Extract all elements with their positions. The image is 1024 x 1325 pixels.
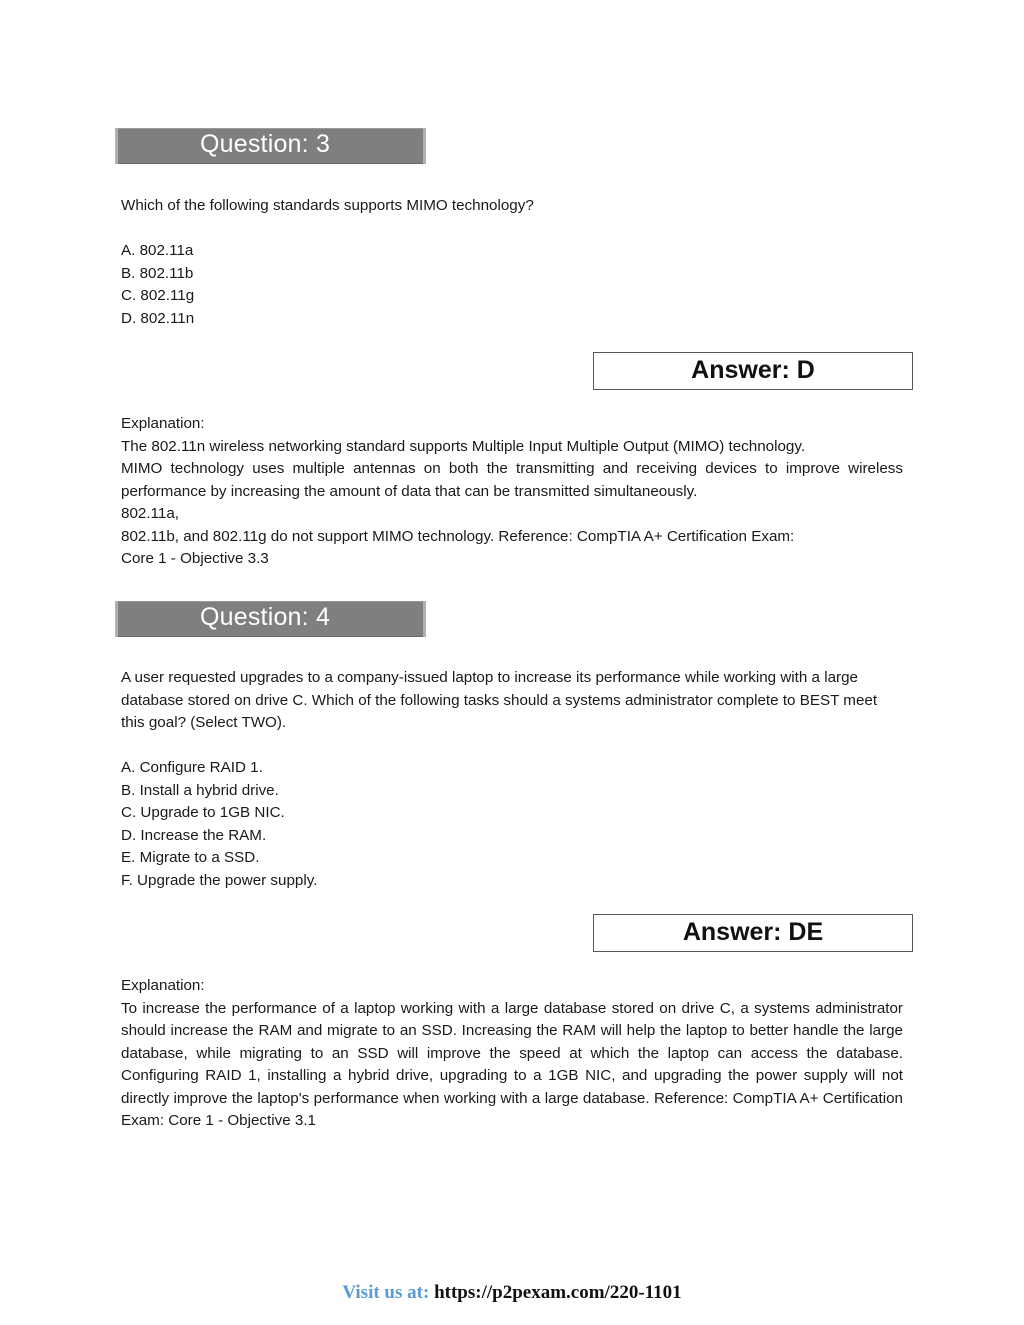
- explanation-body: To increase the performance of a laptop working with a large database stored on drive C, a systems administrator should increase the RAM and migrate to an SSD. Increasing the RAM will help the laptop to better handle the large database, while migrating to an SSD will improve the speed at which the laptop can access the database. Configuring RAID 1, installing a hybrid drive, upgrading to a 1GB NIC, and upgrading the power supply will not directly improve the laptop's performance when working with a large database. Reference: CompTIA A+ Certification Exam: Core 1 - Objective 3.1: [121, 999, 903, 1129]
- question-3-title: Question: 3: [200, 130, 331, 158]
- question-4-explanation: [121, 975, 903, 1133]
- question-3-header: [115, 128, 426, 164]
- explanation-line: 802.11b, and 802.11g do not support MIMO technology. Reference: CompTIA A+ Certification Exam:: [121, 527, 795, 545]
- option-f: F. Upgrade the power supply.: [121, 871, 318, 889]
- footer-label: Visit us at:: [342, 1282, 430, 1303]
- option-b: B. 802.11b: [121, 264, 194, 282]
- option-c: C. 802.11g: [121, 287, 195, 304]
- option-a: A. Configure RAID 1.: [121, 759, 263, 776]
- question-3-explanation: [121, 413, 903, 571]
- explanation-line: Core 1 - Objective 3.3: [121, 550, 269, 567]
- explanation-line: The 802.11n wireless networking standard supports Multiple Input Multiple Output (MIMO) technology.: [121, 437, 806, 455]
- option-d: D. Increase the RAM.: [121, 826, 267, 844]
- question-3-options: [121, 240, 903, 330]
- question-4-prompt: A user requested upgrades to a company-issued laptop to increase its performance while working with a large database stored on drive C. Which of the following tasks should a systems administrator complete to BEST meet this goal? (Select TWO).: [121, 669, 878, 731]
- option-b: B. Install a hybrid drive.: [121, 781, 279, 799]
- explanation-label: Explanation:: [121, 415, 205, 432]
- page-footer: [0, 1282, 1024, 1304]
- question-3-text: [121, 195, 903, 218]
- footer-url-link[interactable]: https://p2pexam.com/220-1101: [434, 1282, 682, 1303]
- option-e: E. Migrate to a SSD.: [121, 849, 260, 866]
- question-4-title: Question: 4: [200, 603, 331, 631]
- question-4-answer-box: [593, 914, 913, 952]
- option-a: A. 802.11a: [121, 242, 194, 259]
- question-4-options: [121, 757, 903, 892]
- question-4-text: [121, 667, 903, 735]
- question-4-answer: Answer: DE: [682, 918, 824, 946]
- question-4-header: [115, 601, 426, 637]
- option-c: C. Upgrade to 1GB NIC.: [121, 804, 285, 821]
- question-3-prompt: Which of the following standards supports MIMO technology?: [121, 197, 534, 214]
- question-3-answer-box: [593, 352, 913, 390]
- explanation-line: 802.11a,: [121, 505, 179, 522]
- explanation-label: Explanation:: [121, 977, 205, 994]
- question-3-answer: Answer: D: [691, 356, 815, 384]
- explanation-line: MIMO technology uses multiple antennas on both the transmitting and receiving devices to improve wireless performance by increasing the amount of data that can be transmitted simultaneously.: [121, 460, 903, 500]
- option-d: D. 802.11n: [121, 309, 195, 327]
